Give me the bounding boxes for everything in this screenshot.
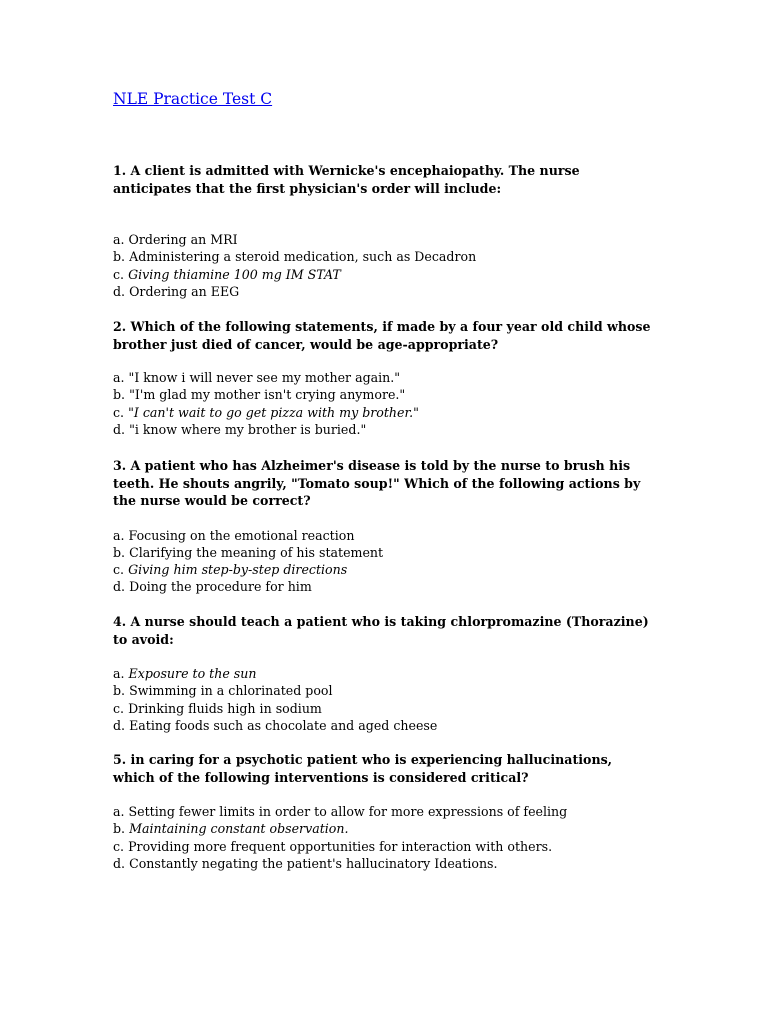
option-letter: a. <box>113 370 125 385</box>
option-text: Giving thiamine 100 mg IM STAT <box>128 266 341 282</box>
option-letter: b. <box>113 249 126 265</box>
question-3 <box>113 457 653 596</box>
option-letter: b. <box>113 544 126 560</box>
option-text: "I can't wait to go get pizza with my brother." <box>128 404 419 420</box>
question-4 <box>113 613 653 734</box>
answer-option-b <box>113 682 653 699</box>
option-letter: b. <box>113 821 126 837</box>
question-2 <box>113 318 653 438</box>
option-text: Doing the procedure for him <box>129 579 312 595</box>
answer-option-b <box>113 544 653 561</box>
option-letter: b. <box>113 387 126 403</box>
option-letter: d. <box>113 717 126 733</box>
option-letter: d. <box>113 579 126 595</box>
option-letter: d. <box>113 283 126 299</box>
option-letter: a. <box>113 666 125 681</box>
answer-option-b <box>113 386 653 403</box>
option-letter: a. <box>113 232 125 247</box>
option-text: Ordering an MRI <box>128 232 238 247</box>
question-stem: 5. in caring for a psychotic patient who is experiencing hallucinations, which of the following interventions is considered critical? <box>113 752 613 785</box>
option-text: Swimming in a chlorinated pool <box>129 683 333 699</box>
answer-option-a <box>113 231 653 248</box>
question-stem: 4. A nurse should teach a patient who is taking chlorpromazine (Thorazine) to avoid: <box>113 614 649 647</box>
question-stem: 1. A client is admitted with Wernicke's encephaiopathy. The nurse anticipates that the first physician's order will include: <box>113 163 580 196</box>
option-letter: a. <box>113 527 125 543</box>
option-letter: d. <box>113 855 126 871</box>
option-letter: c. <box>113 562 125 578</box>
answer-option-c <box>113 838 653 855</box>
option-text: Drinking fluids high in sodium <box>128 700 322 716</box>
question-stem: 3. A patient who has Alzheimer's disease is told by the nurse to brush his teeth. He shouts angrily, "Tomato soup!" Which of the following actions by the nurse would be correct? <box>113 458 641 508</box>
answer-option-a <box>113 803 653 820</box>
question-stem: 2. Which of the following statements, if made by a four year old child whose brother just died of cancer, would be age-appropriate? <box>113 319 651 352</box>
answer-option-c <box>113 700 653 717</box>
option-text: "i know where my brother is buried." <box>129 421 367 437</box>
option-text: Administering a steroid medication, such as Decadron <box>129 249 477 265</box>
answer-options <box>113 369 653 438</box>
option-text: Focusing on the emotional reaction <box>128 527 355 543</box>
answer-option-b <box>113 248 653 265</box>
answer-option-d <box>113 855 653 872</box>
option-text: Ordering an EEG <box>129 283 240 299</box>
option-letter: d. <box>113 421 126 437</box>
answer-option-d <box>113 421 653 438</box>
option-letter: c. <box>113 404 125 420</box>
answer-option-c <box>113 404 653 421</box>
answer-option-c <box>113 266 653 283</box>
answer-option-d <box>113 283 653 300</box>
answer-option-c <box>113 561 653 578</box>
option-text: Exposure to the sun <box>128 666 257 681</box>
option-letter: b. <box>113 683 126 699</box>
answer-option-b <box>113 820 653 837</box>
option-letter: a. <box>113 804 125 819</box>
option-text: Constantly negating the patient's hallucinatory Ideations. <box>129 855 498 871</box>
question-1 <box>113 162 653 300</box>
page-title-link[interactable]: NLE Practice Test C <box>113 90 273 108</box>
answer-option-a <box>113 665 653 682</box>
option-text: Providing more frequent opportunities for interaction with others. <box>128 838 553 854</box>
option-text: Eating foods such as chocolate and aged cheese <box>129 717 438 733</box>
answer-options <box>113 527 653 596</box>
answer-option-d <box>113 717 653 734</box>
answer-option-d <box>113 578 653 595</box>
option-text: Giving him step-by-step directions <box>128 562 348 578</box>
option-text: "I know i will never see my mother again." <box>128 370 401 385</box>
option-text: Clarifying the meaning of his statement <box>129 544 384 560</box>
answer-options <box>113 231 653 300</box>
answer-option-a <box>113 527 653 544</box>
option-text: "I'm glad my mother isn't crying anymore." <box>129 387 406 403</box>
answer-options <box>113 803 653 872</box>
option-letter: c. <box>113 700 125 716</box>
answer-options <box>113 665 653 734</box>
option-letter: c. <box>113 266 125 282</box>
option-letter: c. <box>113 838 125 854</box>
option-text: Maintaining constant observation. <box>129 821 349 837</box>
answer-option-a <box>113 369 653 386</box>
option-text: Setting fewer limits in order to allow for more expressions of feeling <box>128 804 568 819</box>
question-5 <box>113 751 653 872</box>
